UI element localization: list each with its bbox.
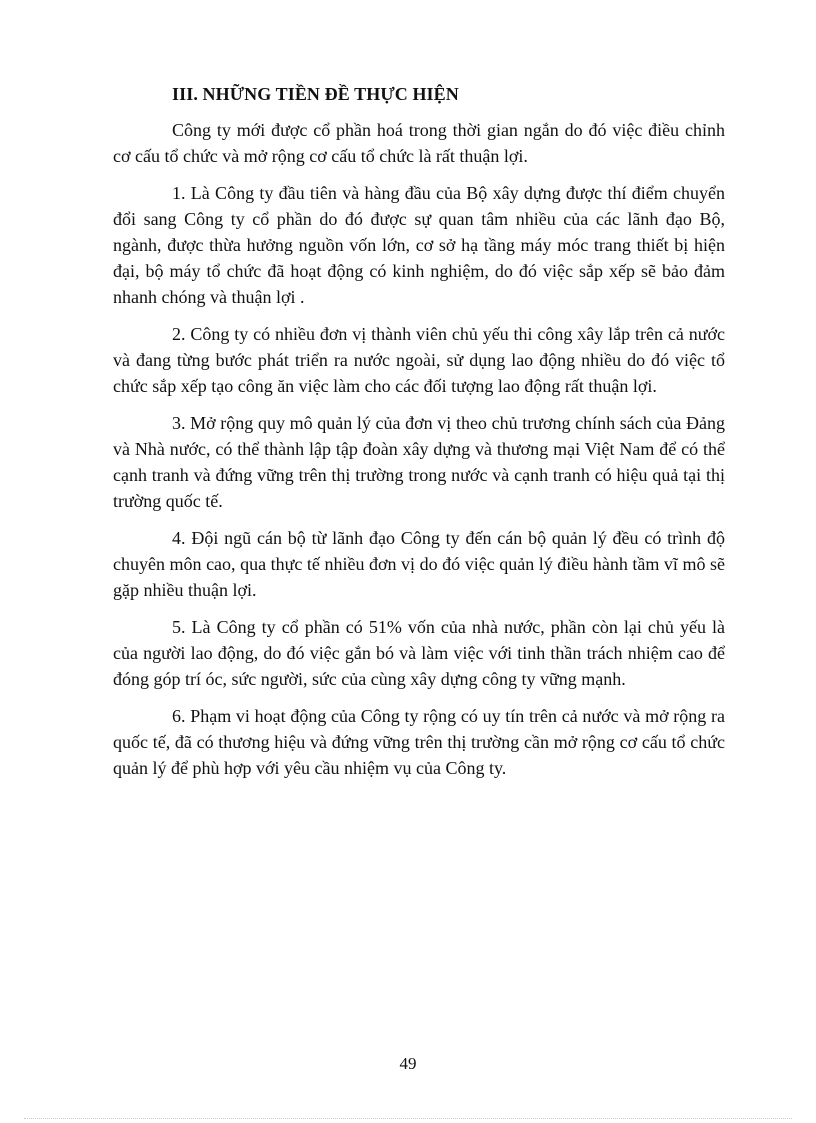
- paragraph-item-1: 1. Là Công ty đầu tiên và hàng đầu của Bộ xây dựng được thí điểm chuyển đổi sang Công ty cổ phần do đó được sự quan tâm nhiều của các lãnh đạo Bộ, ngành, được thừa hưởng nguồn vốn lớn, cơ sở hạ tầng máy móc trang thiết bị hiện đại, bộ máy tổ chức đã hoạt động có kinh nghiệm, do đó việc sắp xếp sẽ bảo đảm nhanh chóng và thuận lợi .: [113, 183, 725, 307]
- page-bottom-divider: [24, 1118, 792, 1119]
- page-number: 49: [399, 1054, 417, 1073]
- body-text: [113, 117, 725, 792]
- paragraph-item-4: 4. Đội ngũ cán bộ từ lãnh đạo Công ty đến cán bộ quản lý đều có trình độ chuyên môn cao, qua thực tế nhiều đơn vị do đó việc quản lý điều hành tầm vĩ mô sẽ gặp nhiều thuận lợi.: [113, 528, 725, 600]
- paragraph-item-2: 2. Công ty có nhiều đơn vị thành viên chủ yếu thi công xây lắp trên cả nước và đang từng bước phát triển ra nước ngoài, sử dụng lao động nhiều do đó việc tổ chức sắp xếp tạo công ăn việc làm cho các đối tượng lao động rất thuận lợi.: [113, 324, 725, 396]
- paragraph-intro: Công ty mới được cổ phần hoá trong thời gian ngắn do đó việc điều chỉnh cơ cấu tổ chức và mở rộng cơ cấu tổ chức là rất thuận lợi.: [113, 120, 725, 166]
- paragraph-item-5: 5. Là Công ty cổ phần có 51% vốn của nhà nước, phần còn lại chủ yếu là của người lao động, do đó việc gắn bó và làm việc với tinh thần trách nhiệm cao để đóng góp trí óc, sức người, sức của cùng xây dựng công ty vững mạnh.: [113, 617, 725, 689]
- paragraph-item-3: 3. Mở rộng quy mô quản lý của đơn vị theo chủ trương chính sách của Đảng và Nhà nước, có thể thành lập tập đoàn xây dựng và thương mại Việt Nam để có thể cạnh tranh và đứng vững trên thị trường trong nước và cạnh tranh có hiệu quả tại thị trường quốc tế.: [113, 413, 725, 511]
- section-heading: III. NHỮNG TIỀN ĐỀ THỰC HIỆN: [172, 84, 459, 104]
- paragraph-item-6: 6. Phạm vi hoạt động của Công ty rộng có uy tín trên cả nước và mở rộng ra quốc tế, đã có thương hiệu và đứng vững trên thị trường cần mở rộng cơ cấu tổ chức quản lý để phù hợp với yêu cầu nhiệm vụ của Công ty.: [113, 706, 725, 778]
